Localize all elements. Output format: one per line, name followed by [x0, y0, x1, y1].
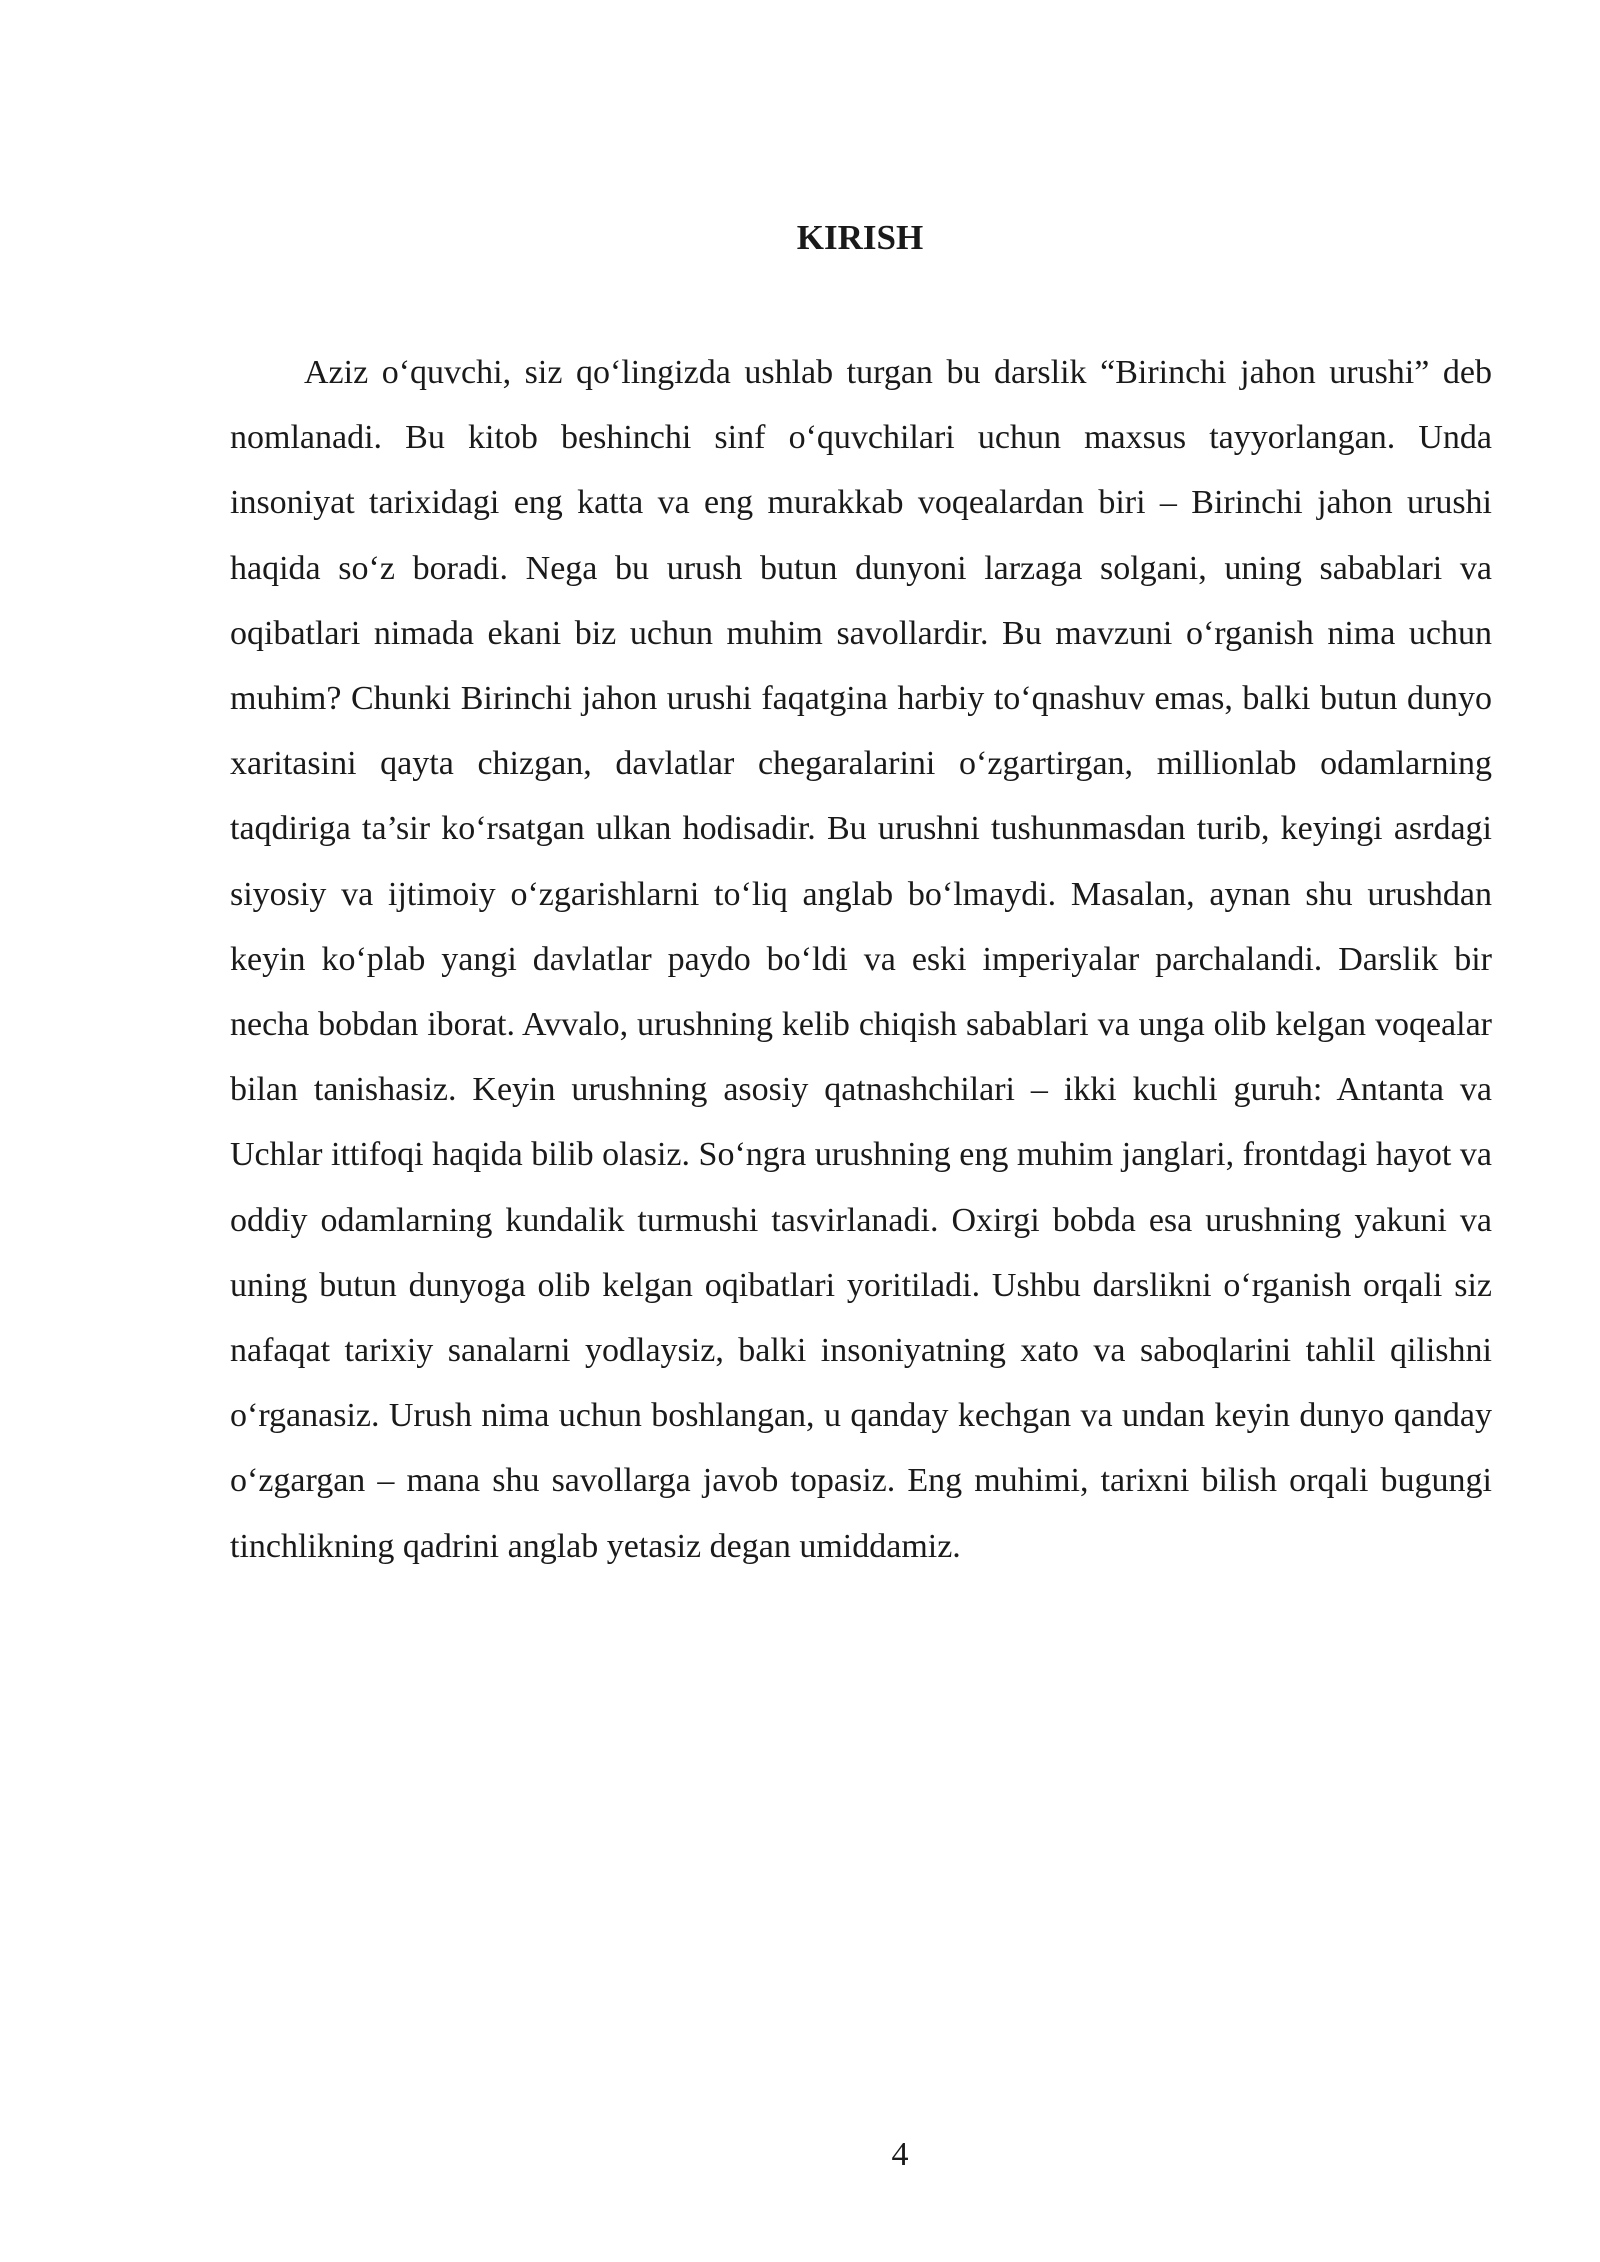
intro-paragraph: Aziz o‘quvchi, siz qo‘lingizda ushlab turgan bu darslik “Birinchi jahon urushi” deb nomlanadi. Bu kitob beshinchi sinf o‘quvchilari uchun maxsus tayyorlangan. Unda insoniyat tarixidagi eng katta va eng murakkab voqealardan biri – Birinchi jahon urushi haqida so‘z boradi. Nega bu urush butun dunyoni larzaga solgani, uning sabablari va oqibatlari nimada ekani biz uchun muhim savollardir. Bu mavzuni o‘rganish nima uchun muhim? Chunki Birinchi jahon urushi faqatgina harbiy to‘qnashuv emas, balki butun dunyo xaritasini qayta chizgan, davlatlar chegaralarini o‘zgartirgan, millionlab odamlarning taqdiriga ta’sir ko‘rsatgan ulkan hodisadir. Bu urushni tushunmasdan turib, keyingi asrdagi siyosiy va ijtimoiy o‘zgarishlarni to‘liq anglab bo‘lmaydi. Masalan, aynan shu urushdan keyin ko‘plab yangi davlatlar paydo bo‘ldi va eski imperiyalar parchalandi. Darslik bir necha bobdan iborat. Avvalo, urushning kelib chiqish sabablari va unga olib kelgan voqealar bilan tanishasiz. Keyin urushning asosiy qatnashchilari – ikki kuchli guruh: Antanta va Uchlar ittifoqi haqida bilib olasiz. So‘ngra urushning eng muhim janglari, frontdagi hayot va oddiy odamlarning kundalik turmushi tasvirlanadi. Oxirgi bobda esa urushning yakuni va uning butun dunyoga olib kelgan oqibatlari yoritiladi. Ushbu darslikni o‘rganish orqali siz nafaqat tarixiy sanalarni yodlaysiz, balki insoniyatning xato va saboqlarini tahlil qilishni o‘rganasiz. Urush nima uchun boshlangan, u qanday kechgan va undan keyin dunyo qanday o‘zgargan – mana shu savollarga javob topasiz. Eng muhimi, tarixni bilish orqali bugungi tinchlikning qadrini anglab yetasiz degan umiddamiz.: [230, 354, 1492, 1565]
page-title: KIRISH: [796, 218, 924, 257]
page-number: 4: [891, 2136, 909, 2173]
